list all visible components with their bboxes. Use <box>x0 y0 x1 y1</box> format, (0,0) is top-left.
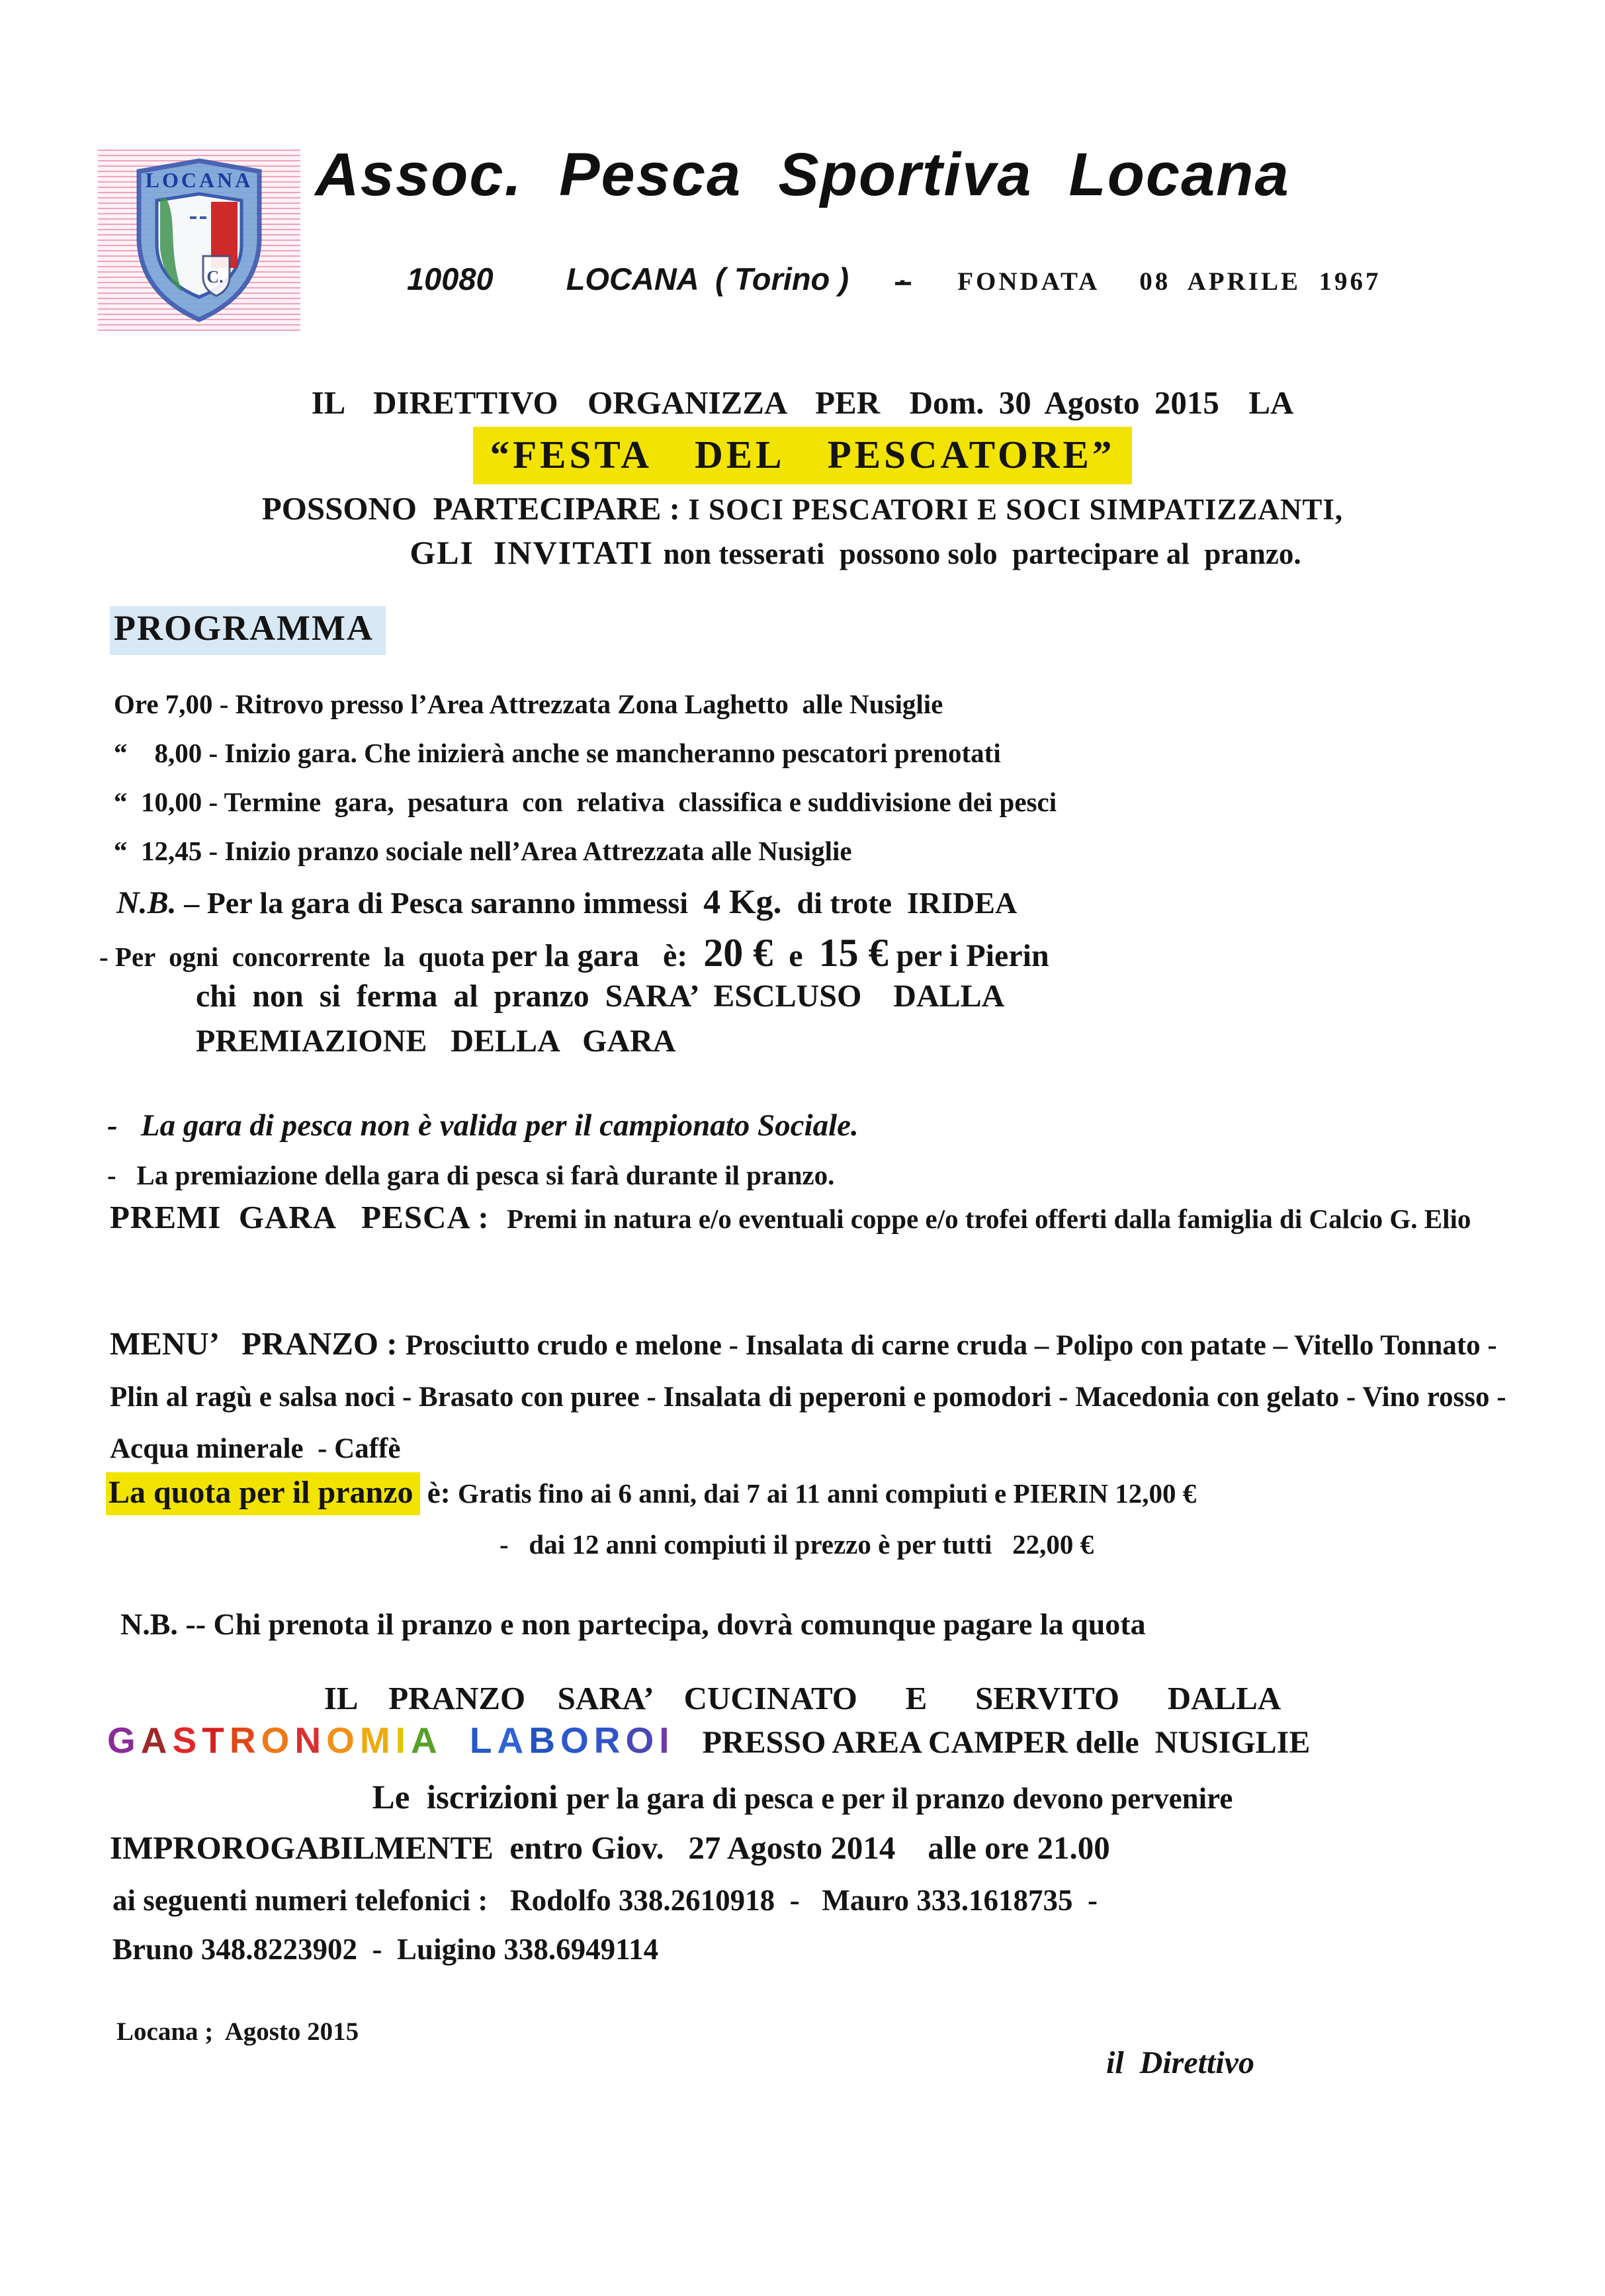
prizes-text: Premi in natura e/o eventuali coppe e/o trofei offerti dalla famiglia di Calcio G. Elio <box>507 1204 1471 1234</box>
participants-text: I SOCI PESCATORI E SOCI SIMPATIZZANTI, <box>688 493 1344 526</box>
lunch-fee-highlight: La quota per il pranzo <box>106 1472 420 1515</box>
menu-text: Prosciutto crudo e melone - Insalata di carne cruda – Polipo con patate – Vitello Tonnato - Plin al ragù e salsa noci - Brasato con puree - Insalata di peperoni e pomodori - Macedonia con gelato - Vino rosso - Acqua minerale - Caffè <box>110 1330 1512 1464</box>
guests-line <box>0 533 1605 572</box>
founded-label: FONDATA <box>957 267 1100 296</box>
deadline-line: IMPROROGABILMENTE entro Giov. 27 Agosto 2014 alle ore 21.00 <box>110 1830 1110 1866</box>
place-date: Locana ; Agosto 2015 <box>116 2017 359 2046</box>
trout-quantity: 4 Kg. <box>703 883 782 921</box>
separator-mark: . <box>895 269 911 285</box>
crest-text: LOCANA <box>145 168 253 192</box>
registration-line <box>0 1779 1605 1817</box>
event-title-row <box>0 427 1605 484</box>
registration-label: Le iscrizioni <box>372 1779 566 1816</box>
city: LOCANA ( Torino ) <box>566 261 849 296</box>
nb-trout-line: N.B. – Per la gara di Pesca saranno immessi 4 Kg. di trote IRIDEA <box>116 883 1018 921</box>
entry-fee: 20 € <box>703 931 773 975</box>
note-awards-timing: - La premiazione della gara di pesca si farà durante il pranzo. <box>107 1160 835 1190</box>
signature: il Direttivo <box>1106 2045 1254 2080</box>
guests-label: GLI INVITATI <box>410 534 664 571</box>
organizer-line: IL DIRETTIVO ORGANIZZA PER Dom. 30 Agosto 2015 LA <box>311 384 1294 421</box>
phones-line-2: Bruno 348.8223902 - Luigino 338.6949114 <box>112 1933 659 1966</box>
header-subline <box>407 261 1381 297</box>
menu-line <box>110 1321 1532 1478</box>
note-not-valid: - La gara di pesca non è valida per il campionato Sociale. <box>107 1108 859 1143</box>
programma-item-4: “ 12,45 - Inizio pranzo sociale nell’Area Attrezzata alle Nusiglie <box>114 836 852 866</box>
prizes-line <box>110 1196 1526 1247</box>
gastronomia-rainbow-text: GASTRONOMIA LABOROI <box>107 1720 675 1761</box>
exclusion-line-2: PREMIAZIONE DELLA GARA <box>196 1024 676 1059</box>
programma-title: PROGRAMMA <box>110 606 386 655</box>
entry-fee-line: - Per ogni concorrente la quota per la gara è: 20 € e 15 € per i Pierin <box>99 931 1049 975</box>
catering-line: IL PRANZO SARA’ CUCINATO E SERVITO DALLA <box>324 1680 1281 1716</box>
programma-item-3: “ 10,00 - Termine gara, pesatura con relativa classifica e suddivisione dei pesci <box>114 787 1057 817</box>
gastronomia-line <box>107 1719 1549 1761</box>
registration-text: per la gara di pesca e per il pranzo devono pervenire <box>566 1782 1233 1815</box>
nb-label: N.B. <box>116 885 177 920</box>
prizes-label: PREMI GARA PESCA : <box>110 1199 507 1235</box>
programma-item-2: “ 8,00 - Inizio gara. Che inizierà anche se mancheranno pescatori prenotati <box>114 738 1001 768</box>
catering-location: PRESSO AREA CAMPER delle NUSIGLIE <box>702 1725 1311 1760</box>
org-name: Assoc. Pesca Sportiva Locana <box>315 141 1290 208</box>
lunch-fee-text: Gratis fino ai 6 anni, dai 7 ai 11 anni compiuti e PIERIN 12,00 € <box>457 1478 1197 1509</box>
lunch-fee-line-2: - dai 12 anni compiuti il prezzo è per tutti 22,00 € <box>499 1529 1094 1560</box>
event-title-highlight: “FESTA DEL PESCATORE” <box>473 427 1133 484</box>
nb-no-show: N.B. -- Chi prenota il pranzo e non partecipa, dovrà comunque pagare la quota <box>120 1607 1146 1641</box>
exclusion-line-1: chi non si ferma al pranzo SARA’ ESCLUSO DALLA <box>196 979 1005 1014</box>
programma-item-1: Ore 7,00 - Ritrovo presso l’Area Attrezzata Zona Laghetto alle Nusiglie <box>114 689 943 719</box>
postal-code: 10080 <box>407 261 494 296</box>
participants-label: POSSONO PARTECIPARE : <box>261 490 689 527</box>
guests-text: non tesserati possono solo partecipare al pranzo. <box>663 537 1301 570</box>
menu-label: MENU’ PRANZO : <box>110 1325 406 1362</box>
crest-monogram: C. <box>206 267 224 287</box>
phones-line-1: ai seguenti numeri telefonici : Rodolfo 338.2610918 - Mauro 333.1618735 - <box>112 1884 1098 1917</box>
entry-fee-junior: 15 € <box>818 931 889 975</box>
lunch-fee-line: La quota per il pranzo è: Gratis fino ai 6 anni, dai 7 ai 11 anni compiuti e PIERIN 12,00 € <box>106 1474 1555 1511</box>
participants-line <box>0 490 1605 527</box>
founded-date: 08 APRILE 1967 <box>1139 267 1381 296</box>
